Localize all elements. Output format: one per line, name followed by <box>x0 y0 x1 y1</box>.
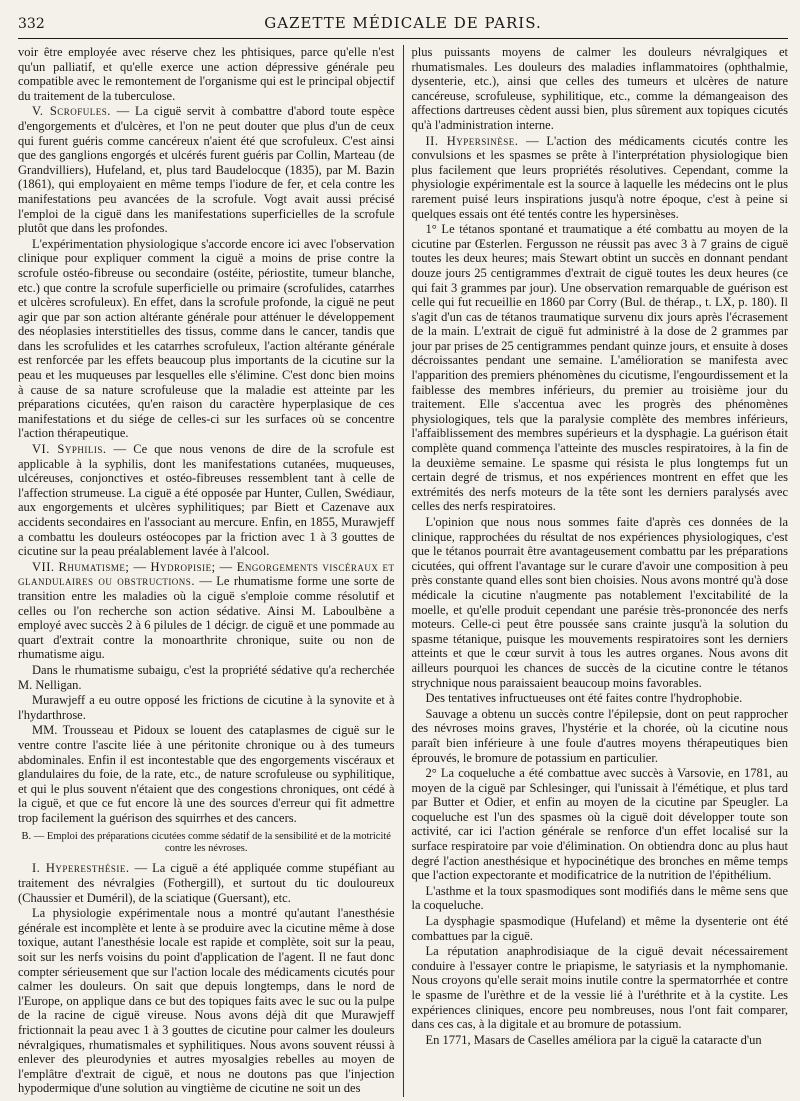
section-scrofules: V. Scrofules. — La ciguë servit à combattre d'abord toute espèce d'engorgements et d'ulcères, et l'on ne peut douter que plus d'un de ceux qui furent guéris comme cancéreux n'aient été que scrofuleux. C'est ainsi que des ganglions engorgés et ulcérés furent guéris par Collin, Marteau (de Grandvilliers), Hufeland, et, plus tard Baudelocque (1835), par M. Bazin (1861), qui employaient en même temps l'iodure de fer, et cela contre les manifestations peu avancées de la scrofule. Vogt avait aussi précisé l'emploi de la ciguë dans les manifestations superficielles de la scrofule plutôt que dans les profondes. <box>18 104 395 236</box>
paragraph: La physiologie expérimentale nous a montré qu'autant l'anesthésie générale est incomplète et lente à se produire avec la cicutine même à dose toxique, autant l'anesthésie locale est rapide et complète, soit sur la peau, soit sur les nerfs voisins du point d'application de l'agent. Il ne faut donc compter sérieusement que sur l'action locale des médicaments cicutés pour calmer les douleurs. On sait que depuis longtemps, dans le nord de l'Europe, on applique dans ce but des topiques faits avec le suc ou la pulpe de la racine de ciguë vireuse. Nous avons déjà dit que Murawjeff frictionnait la peau avec 1 à 3 gouttes de cicutine pour calmer les douleurs névralgiques, rhumatismales et syphilitiques. Nous avons souvent réussi à enlever des pleurodynies et autres myosalgies rebelles au moyen de l'emplâtre d'extrait de ciguë, et nous ne doutons pas que l'injection hypodermique d'une solution au vingtième de cicutine ne soit un des <box>18 906 395 1096</box>
paragraph: L'asthme et la toux spasmodiques sont modifiés dans le même sens que la coqueluche. <box>411 883 788 913</box>
paragraph: plus puissants moyens de calmer les douleurs névralgiques et rhumatismales. Les douleurs des maladies inflammatoires (ophthalmie, dysenterie, etc.), ainsi que celles des tumeurs et ulcères de nature cancéreuse, scrofuleuse, syphilitique, etc., comme la démangeaison des affections dartreuses cèdent aussi bien, plus sûrement aux topiques cicutés qu'à l'administration interne. <box>411 45 788 132</box>
paragraph: La réputation anaphrodisiaque de la ciguë devait nécessairement conduire à l'essayer contre le priapisme, le satyriasis et la nymphomanie. Nous croyons qu'elle serait moins inutile contre la spermatorrhée et contre le spasme de l'urèthre et de la vessie lié à l'uréthrite et à la cystite. Les expériences cliniques, encore peu nombreuses, nous l'ont fait comparer, dans ces cas, à la digitale et au bromure de potassium. <box>411 944 788 1032</box>
paragraph: Murawjeff a eu outre opposé les frictions de cicutine à la synovite et à l'hydarthrose. <box>18 693 395 722</box>
paragraph: Sauvage a obtenu un succès contre l'épilepsie, dont on peut rapprocher des névroses moins graves, l'hystérie et la chorée, où la cicutine nous paraît bien inférieure à une foule d'autres moyens thérapeutiques bien éprouvés, le bromure de potassium en particulier. <box>411 706 788 765</box>
left-column <box>18 45 403 1097</box>
section-heading: VI. Syphilis. <box>32 442 107 457</box>
page-number: 332 <box>18 16 45 32</box>
paragraph: L'opinion que nous nous sommes faite d'après ces données de la clinique, rapprochées du résultat de nos expériences physiologiques, c'est que le tétanos pourrait être avantageusement combattu par les préparations cicutées, qui offrent l'avantage sur le curare d'avoir une composition à peu près constante quand elles sont bien choisies. Nous avons montré qu'à dose médicale la cicutine n'augmente pas notablement l'excitabilité de la moelle, et qu'elle produit cependant une parésie très-prononcée des nerfs moteurs. Celle-ci peut être poussée sans crainte jusqu'à la solution du spasme tétanique, puisque les mouvements respiratoires sont les derniers atteints et que le cœur survit à tous les autres organes. Nous avons dit ailleurs pourquoi les chances de succès de la cicutine contre le tétanos strychnique nous paraissaient beaucoup moins favorables. <box>411 515 788 690</box>
text-columns <box>18 45 788 1097</box>
paragraph: L'expérimentation physiologique s'accorde encore ici avec l'observation clinique pour expliquer comment la ciguë a moins de prise contre la scrofule ostéo-fibreuse ou secondaire (ostéite, périostite, tumeur blanche, etc.) que contre la scrofule superficielle ou primaire (scrofulides, catarrhes et ulcères scrofuleux). En effet, dans la scrofule profonde, la ciguë ne peut agir que par son action altérante générale pour atténuer le développement des néoplasies interstitielles des tissus, comme dans le cancer, tandis que dans les scrofulides et les catarrhes scrofuleux, l'action altérante générale est renforcée par les effets beaucoup plus importants de la cicutine sur la peau et les muqueuses par lesquelles elle s'élimine. C'est donc bien moins à cause de sa nature scrofuleuse que la maladie est atteinte par les préparations cicutées, qu'en raison du caractère hyperplasique de ces manifestations et du siége de celles-ci sur les surfaces où se concentre l'action thérapeutique. <box>18 236 395 441</box>
page-header <box>18 14 788 39</box>
subsection-heading: B. — Emploi des préparations cicutées comme sédatif de la sensibilité et de la motricité contre les névroses. <box>21 831 391 855</box>
paragraph: Dans le rhumatisme subaigu, c'est la propriété sédative qu'a recherchée M. Nelligan. <box>18 662 395 692</box>
section-heading: VII. Rhumatisme; — Hydropisie; — Engorgements viscéraux et glandulaires ou obstructions. <box>18 559 395 589</box>
section-heading: II. Hypersinèse. <box>425 133 519 148</box>
paragraph: MM. Trousseau et Pidoux se louent des cataplasmes de ciguë sur le ventre contre l'ascite liée à une péritonite chronique ou à des tumeurs abdominales. Enfin il est incontestable que des engorgements viscéraux et glandulaires du foie, de la rate, etc., de nature scrofuleuse ou syphilitique, et qui le plus souvent n'étaient que des congestions chroniques, ont cédé à la ciguë, et que ce fut encore là une des sources d'erreur qui fit admettre trop facilement la guérison des squirrhes et des cancers. <box>18 723 395 825</box>
paragraph: La dysphagie spasmodique (Hufeland) et même la dysenterie ont été combattues par la ciguë. <box>411 914 788 943</box>
section-rhumatisme: VII. Rhumatisme; — Hydropisie; — Engorgements viscéraux et glandulaires ou obstructions. — Le rhumatisme forme une sorte de transition entre les maladies où la ciguë s'emploie comme résolutif et celles ou l'on recherche son action sédative. Ainsi M. Laboulbène a employé avec succès 2 à 6 pilules de 1 décigr. de ciguë et une pommade au quart d'extrait contre la monoarthrite chronique, suite ou non de rhumatisme aigu. <box>18 559 395 662</box>
section-heading: V. Scrofules. <box>32 104 111 119</box>
paragraph: Des tentatives infructueuses ont été faites contre l'hydrophobie. <box>425 691 743 706</box>
paragraph: En 1771, Masars de Caselles améliora par la ciguë la cataracte d'un <box>425 1032 762 1047</box>
section-syphilis: VI. Syphilis. — Ce que nous venons de dire de la scrofule est applicable à la syphilis, dont les manifestations cutanées, muqueuses, ulcéreuses, conjonctives et ostéo-fibreuses ressemblent tant à celle de l'affection strumeuse. La ciguë a été opposée par Hunter, Cullen, Swédiaur, aux engorgements et ulcères syphilitiques; par Biett et Cazenave aux accidents secondaires en l'associant au mercure. Enfin, en 1855, Murawjeff a combattu les douleurs ostéocopes par la friction avec 1 à 3 gouttes de cicutine sur la peau préalablement lavée à l'alcool. <box>18 442 395 559</box>
section-heading: I. Hyperesthésie. <box>32 861 130 876</box>
right-column <box>403 45 789 1097</box>
paragraph: 1° Le tétanos spontané et traumatique a été combattu au moyen de la cicutine par Œsterlen. Fergusson ne réussit pas avec 3 à 7 grains de ciguë toutes les deux heures; mais Stewart obtint un succès en donnant pendant douze jours 25 centigrammes d'extrait de ciguë toutes les deux heures (ce qui fait 3 grammes par jour). Une observation remarquable de guérison est celle qui fut recueillie en 1860 par Corry (Bul. de thérap., t. LX, p. 180). Il s'agit d'un cas de tétanos traumatique survenu dix jours après l'écrasement de la main. L'extrait de ciguë fut administré à la dose de 2 grammes par jour par prises de 25 centigrammes pendant quinze jours, et ensuite à doses décroissantes pendant une semaine. L'amélioration se manifesta avec l'apparition des premiers phénomènes du cicutisme, l'engourdissement et la faiblesse des membres inférieurs, du premier au troisième jour du traitement. Elle s'accentua avec les progrès des phénomènes physiologiques, tels que la paralysie complète des membres inférieurs, l'affaiblissement des membres supérieurs et la dysphagie. La guérison était complète quand commença l'atteinte des muscles respiratoires, à la fin de la deuxième semaine. Le spasme qui résista le plus longtemps fut un certain degré de trismus, et nos expériences montrent en effet que les extrémités des nerfs moteurs de la tête sont les derniers paralysés avec celles des nerfs respiratoires. <box>411 222 788 514</box>
section-hypersinese: II. Hypersinèse. — L'action des médicaments cicutés contre les convulsions et les spasmes se prête à l'interprétation physiologique bien plus facilement que leurs propriétés résolutives. Cependant, comme la physiologie expérimentale est la source à laquelle les médecins ont le plus rarement puisé leurs inspirations jusqu'à notre époque, c'est à peine si quelques essais ont été tentés contre les hypersinèses. <box>411 133 788 221</box>
journal-title: GAZETTE MÉDICALE DE PARIS. <box>264 14 542 32</box>
paragraph: 2° La coqueluche a été combattue avec succès à Varsovie, en 1781, au moyen de la ciguë par Schlesinger, qui l'unissait à l'émétique, et plus tard par Butter et Odier, et enfin au moyen de la cicutine par Speugler. La coqueluche est l'un des spasmes où la ciguë doit développer toute son activité, car ici l'action générale se renforce d'un effet localisé sur la surface respiratoire par voie d'élimination. On obtiendra donc au plus haut degré l'action anesthésique et hypocinétique des bronches en même temps que l'action expectorante et modificatrice de la nutrition de l'épithélium. <box>411 766 788 883</box>
paragraph: voir être employée avec réserve chez les phtisiques, parce qu'elle n'est qu'un palliatif, et qu'elle exerce une action dépressive générale peu compatible avec le remontement de l'organisme qui est le principal objectif du traitement de la tuberculose. <box>18 45 395 103</box>
section-hyperesthesie: I. Hyperesthésie. — La ciguë a été appliquée comme stupéfiant au traitement des névralgies (Fothergill), et surtout du tic douloureux (Chaussier et Duméril), de la sciatique (Guersant), etc. <box>18 861 395 905</box>
